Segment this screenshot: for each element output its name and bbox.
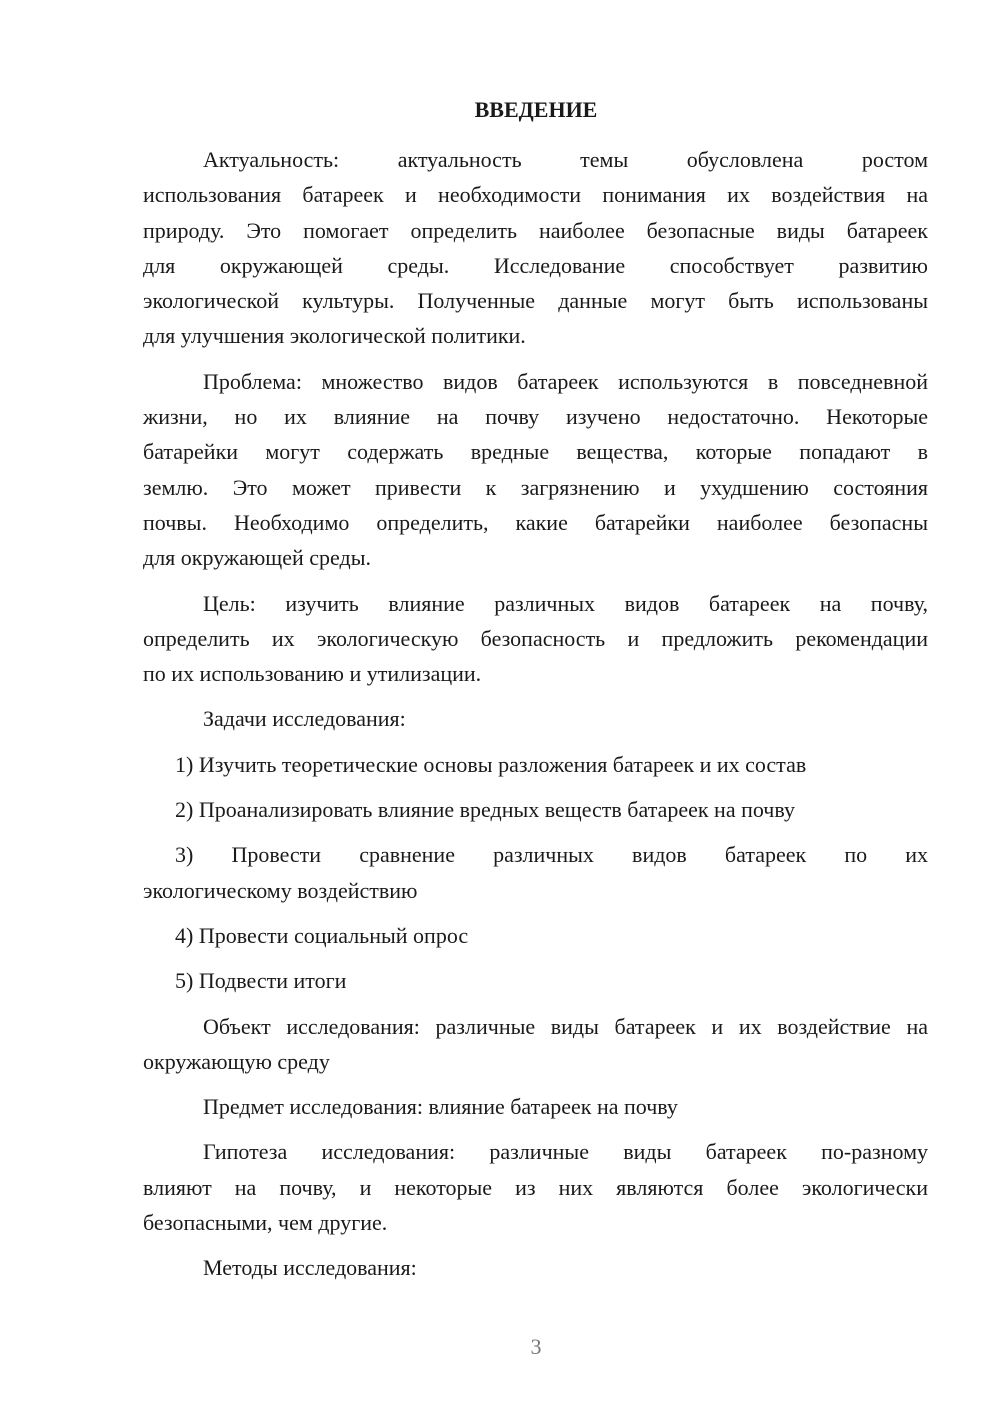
text-line: использования батареек и необходимости понимания их воздействия на [143, 182, 928, 208]
text-line: определить их экологическую безопасность и предложить рекомендации [143, 625, 928, 651]
text-line: природу. Это помогает определить наиболее безопасные виды батареек [143, 217, 928, 243]
text-line: Предмет исследования: влияние батареек на почву [203, 1094, 678, 1120]
document-body [143, 142, 928, 1286]
text-line: землю. Это может привести к загрязнению и ухудшению состояния [143, 474, 928, 500]
text-line: экологическому воздействию [143, 877, 418, 903]
text-line: почвы. Необходимо определить, какие батарейки наиболее безопасны [143, 509, 928, 535]
text-line: Объект исследования: различные виды батареек и их воздействие на [203, 1013, 928, 1039]
text-line: для окружающей среды. Исследование способствует развитию [143, 252, 928, 278]
text-line: для улучшения экологической политики. [143, 323, 526, 349]
page-number: 3 [530, 1334, 542, 1359]
text-line: 1) Изучить теоретические основы разложения батареек и их состав [175, 751, 807, 777]
list-item [143, 792, 928, 827]
text-line: 2) Проанализировать влияние вредных веществ батареек на почву [175, 797, 795, 823]
paragraph [143, 586, 928, 692]
text-line: окружающую среду [143, 1048, 330, 1074]
paragraph [143, 1134, 928, 1240]
text-line: влияют на почву, и некоторые из них являются более экологически [143, 1174, 928, 1200]
text-line: Проблема: множество видов батареек используются в повседневной [203, 368, 928, 394]
text-line: 5) Подвести итоги [175, 968, 347, 994]
text-line: жизни, но их влияние на почву изучено недостаточно. Некоторые [143, 404, 928, 430]
paragraph [143, 364, 928, 576]
list-item [143, 963, 928, 998]
list-item [143, 747, 928, 782]
list-item [143, 918, 928, 953]
text-line: экологической культуры. Полученные данные могут быть использованы [143, 288, 928, 314]
page-title: ВВЕДЕНИЕ [474, 97, 598, 122]
text-line: Задачи исследования: [203, 706, 406, 732]
text-line: 3) Провести сравнение различных видов батареек по их [175, 842, 928, 868]
text-line: Актуальность: актуальность темы обусловлена ростом [203, 147, 928, 172]
text-line: батарейки могут содержать вредные вещества, которые попадают в [143, 439, 928, 465]
text-line: безопасными, чем другие. [143, 1210, 388, 1236]
paragraph [143, 1009, 928, 1080]
paragraph [143, 701, 928, 736]
list-item [143, 837, 928, 908]
paragraph [143, 142, 928, 354]
paragraph [143, 1250, 928, 1285]
text-line: по их использованию и утилизации. [143, 661, 482, 687]
paragraph [143, 1089, 928, 1124]
text-line: Гипотеза исследования: различные виды батареек по-разному [203, 1139, 928, 1165]
text-line: для окружающей среды. [143, 545, 371, 571]
text-line: Методы исследования: [203, 1255, 417, 1281]
text-line: Цель: изучить влияние различных видов батареек на почву, [203, 590, 928, 616]
text-line: 4) Провести социальный опрос [175, 922, 469, 948]
